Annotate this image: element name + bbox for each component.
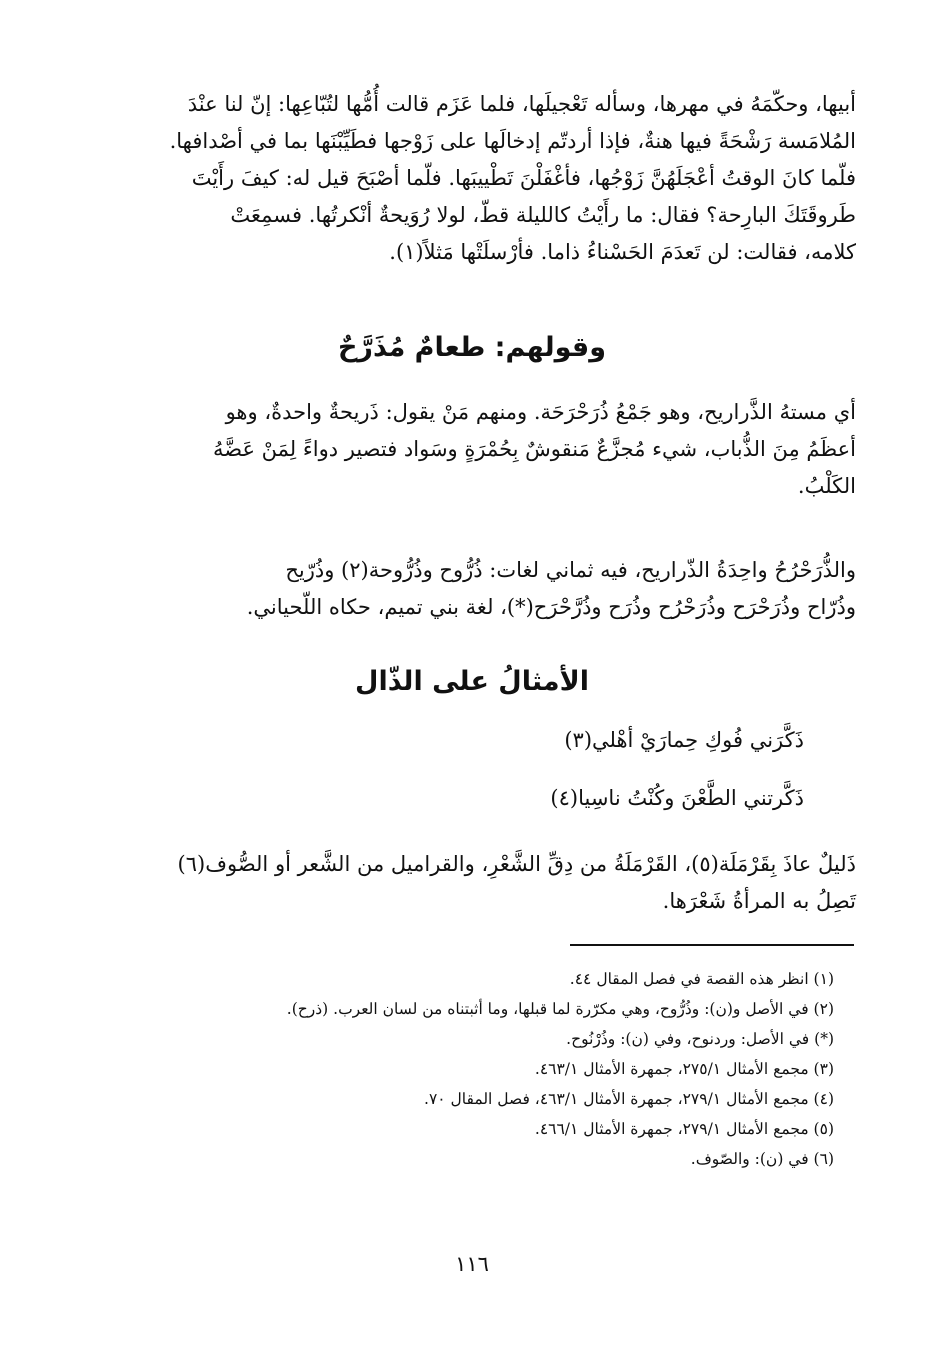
footnote-separator bbox=[570, 944, 854, 946]
proverb-verse: ذَكَّرتني الطَّعْنَ وكُنْتُ ناسِيا(٤) bbox=[550, 786, 804, 810]
paragraph-qarmala-proverb bbox=[86, 846, 856, 920]
footnote: (٣) مجمع الأمثال ٢٧٥/١، جمهرة الأمثال ٤٦٣/١. bbox=[534, 1060, 834, 1078]
footnote: (٦) في (ن): والصّوف. bbox=[690, 1150, 834, 1168]
text-line: ذَليلٌ عاذَ بِقَرْمَلَة(٥)، القَرْمَلَةُ من دِقِّ الشَّعْرِ، والقراميل من الشَّعر أو الصُّوف(٦) bbox=[177, 852, 856, 876]
proverb-verse: ذَكَّرَني فُوكِ حِمارَيْ أهْلي(٣) bbox=[564, 728, 804, 752]
text-line: أي مستهُ الذَّراريح، وهو جَمْعُ ذُرَحْرَحَة. ومنهم مَنْ يقول: ذَريحةٌ واحدةٌ، وهو bbox=[225, 400, 856, 424]
page-number: ١١٦ bbox=[455, 1252, 489, 1276]
footnote: (٤) مجمع الأمثال ٢٧٩/١، جمهرة الأمثال ٤٦٣/١، فصل المقال ٧٠. bbox=[424, 1090, 834, 1108]
footnote: (٢) في الأصل و(ن): وذُرُّوح، وهي مكرّرة لما قبلها، وما أثبتناه من لسان العرب. (ذرح). bbox=[286, 1000, 834, 1018]
footnote: (٥) مجمع الأمثال ٢٧٩/١، جمهرة الأمثال ٤٦٦/١. bbox=[534, 1120, 834, 1138]
footnote: (١) انظر هذه القصة في فصل المقال ٤٤. bbox=[569, 970, 834, 988]
text-line: الكَلْبُ. bbox=[797, 474, 856, 498]
text-line: أعظَمُ مِنَ الذُّباب، شيء مُجزَّعٌ مَنقوشٌ بِحُمْرَةٍ وسَواد فتصير دواءً لِمَنْ عَضَّهُ bbox=[212, 437, 856, 461]
text-line: تَصِلُ به المرأةُ شَعْرَها. bbox=[662, 889, 856, 913]
footnotes bbox=[114, 964, 834, 1174]
text-line: والذُّرَحْرُحُ واحِدَةُ الذّراريح، فيه ثماني لغات: ذُرُّوح وذُرُّوحة(٢) وذُرّيح bbox=[285, 558, 856, 582]
text-line: المُلامَسة رَشْحَةً فيها هنةٌ، فإذا أردتّم إدخالَها على زَوْجها فطَيِّبْنَها بما في أصْدافها. bbox=[169, 129, 856, 153]
section-heading-proverbs-dhal: الأمثالُ على الذّال bbox=[355, 666, 589, 697]
paragraph-dharareeh-dialects bbox=[86, 552, 856, 626]
text-line: وذُرّاح وذُرَحْرَح وذُرَحْرُح وذُرَح وذُرَّحْرَح(*)، لغة بني تميم، حكاه اللّحياني. bbox=[246, 595, 856, 619]
text-line: طَروقَتَكَ البارِحة؟ فقال: ما رأَيْتُ كالليلة قطّ، لولا رُوَيحةٌ أنْكرتُها. فسمِعَتْ bbox=[230, 203, 856, 227]
text-line: كلامه، فقالت: لن تَعدَمَ الحَسْناءُ ذاما. فأرْسلَتْها مَثلاً(١). bbox=[389, 240, 856, 264]
footnote: (*) في الأصل: وردنوح، وفي (ن): وذُرْنُوح. bbox=[566, 1030, 834, 1048]
section-heading-tamam-mudharrah: وقولهم: طعامٌ مُذَرَّحٌ bbox=[337, 332, 607, 363]
text-line: فلّما كانَ الوقتُ أعْجَلَهُنَّ زَوْجُها، فأغْفَلْنَ تَطْييبَها. فلّما أصْبَحَ قيل له: كيفَ رأَيْتَ bbox=[191, 166, 856, 190]
text-line: أبيها، وحكّمَهُ في مهرها، وسأله تَعْجيلَها، فلما عَزَم قالت أُمُّها لتُبّاعِها: إنّ لنا عنْدَ bbox=[187, 92, 856, 116]
paragraph-dharareeh-definition bbox=[86, 394, 856, 505]
paragraph-story-ending bbox=[86, 86, 856, 271]
